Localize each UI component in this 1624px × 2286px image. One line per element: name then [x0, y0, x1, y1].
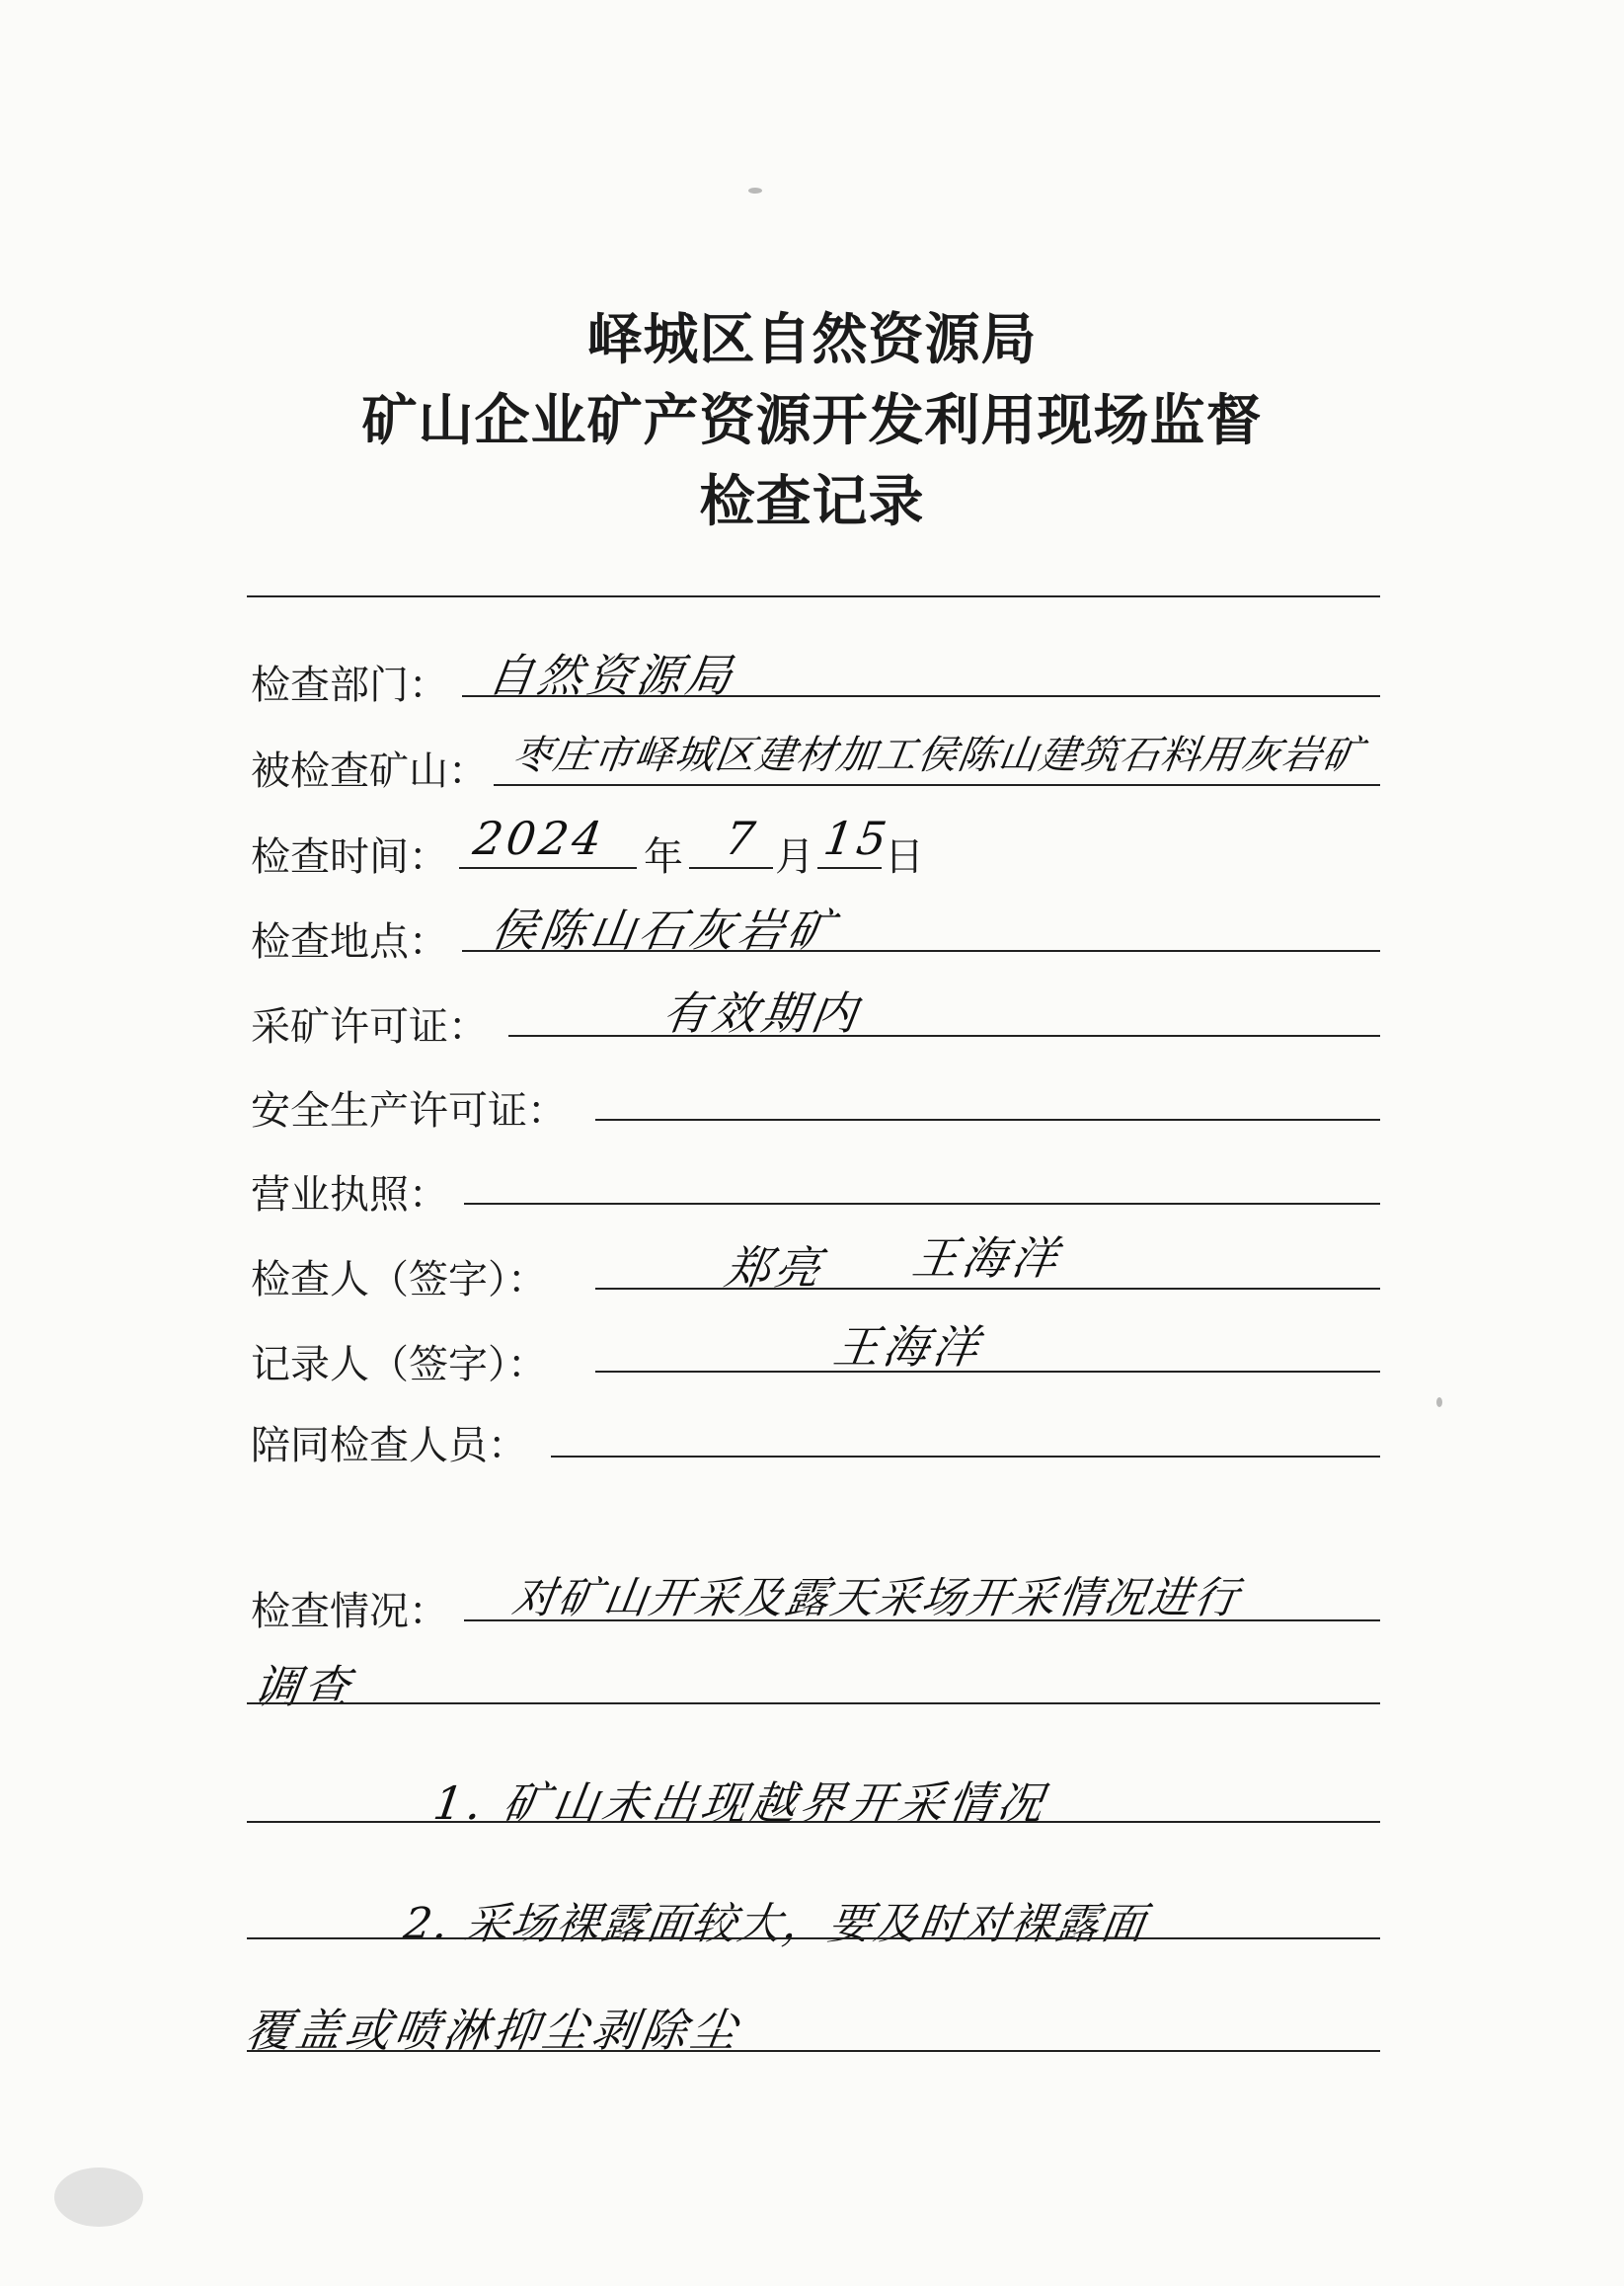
- month-value: 7: [722, 812, 763, 865]
- record-subtitle: 矿山企业矿产资源开发利用现场监督: [361, 389, 1263, 453]
- scan-speck: [54, 2168, 143, 2227]
- situation-rule-3: [247, 1821, 1380, 1823]
- year-value: 2024: [470, 812, 609, 865]
- situation-rule-1: [464, 1619, 1380, 1621]
- time-label: 检查时间：: [251, 834, 448, 880]
- mining-permit-label: 采矿许可证：: [251, 1004, 488, 1050]
- recorder-signature: 王海洋: [829, 1320, 986, 1374]
- inspector-signature-2: 王海洋: [908, 1231, 1065, 1285]
- situation-line-4: 2. 采场裸露面较大，要及时对裸露面: [400, 1899, 1150, 1949]
- place-value: 侯陈山石灰岩矿: [487, 904, 841, 957]
- companion-label: 陪同检查人员：: [251, 1423, 527, 1468]
- situation-line-2: 调查: [250, 1660, 357, 1713]
- day-value: 15: [820, 812, 894, 865]
- mine-line: [494, 784, 1380, 786]
- day-line: [817, 867, 882, 869]
- month-line: [689, 867, 773, 869]
- scan-speck: [748, 188, 762, 194]
- situation-line-3: 1. 矿山未出现越界开采情况: [429, 1776, 1050, 1830]
- inspector-label: 检查人（签字）：: [251, 1257, 547, 1302]
- header-divider: [247, 595, 1380, 597]
- situation-line-5: 覆盖或喷淋抑尘剥除尘: [242, 2004, 744, 2057]
- mine-label: 被检查矿山：: [251, 749, 488, 794]
- inspector-signature-1: 郑亮: [721, 1241, 828, 1295]
- situation-rule-4: [247, 1937, 1380, 1939]
- companion-line: [551, 1456, 1380, 1458]
- mine-value: 枣庄市峄城区建材加工侯陈山建筑石料用灰岩矿: [509, 733, 1366, 778]
- situation-rule-2: [247, 1702, 1380, 1704]
- recorder-label: 记录人（签字）：: [251, 1342, 547, 1387]
- place-line: [462, 950, 1380, 952]
- day-unit: 日: [885, 834, 924, 880]
- situation-rule-5: [247, 2050, 1380, 2052]
- scan-speck: [1436, 1397, 1442, 1407]
- place-label: 检查地点：: [251, 919, 448, 965]
- dept-value: 自然资源局: [484, 649, 739, 702]
- inspector-line: [595, 1288, 1380, 1290]
- situation-label: 检查情况：: [251, 1589, 448, 1634]
- business-license-label: 营业执照：: [251, 1172, 448, 1218]
- mining-permit-value: 有效期内: [658, 986, 865, 1040]
- dept-line: [462, 695, 1380, 697]
- recorder-line: [595, 1371, 1380, 1373]
- agency-title: 峄城区自然资源局: [586, 308, 1038, 372]
- safety-permit-label: 安全生产许可证：: [251, 1088, 567, 1134]
- safety-permit-line: [595, 1119, 1380, 1121]
- business-license-line: [464, 1203, 1380, 1205]
- dept-label: 检查部门：: [251, 663, 448, 708]
- month-unit: 月: [775, 834, 814, 880]
- record-title: 检查记录: [699, 470, 925, 534]
- year-unit: 年: [644, 834, 683, 880]
- mining-permit-line: [508, 1035, 1380, 1037]
- year-line: [459, 867, 637, 869]
- situation-line-1: 对矿山开采及露天采场开采情况进行: [508, 1573, 1243, 1623]
